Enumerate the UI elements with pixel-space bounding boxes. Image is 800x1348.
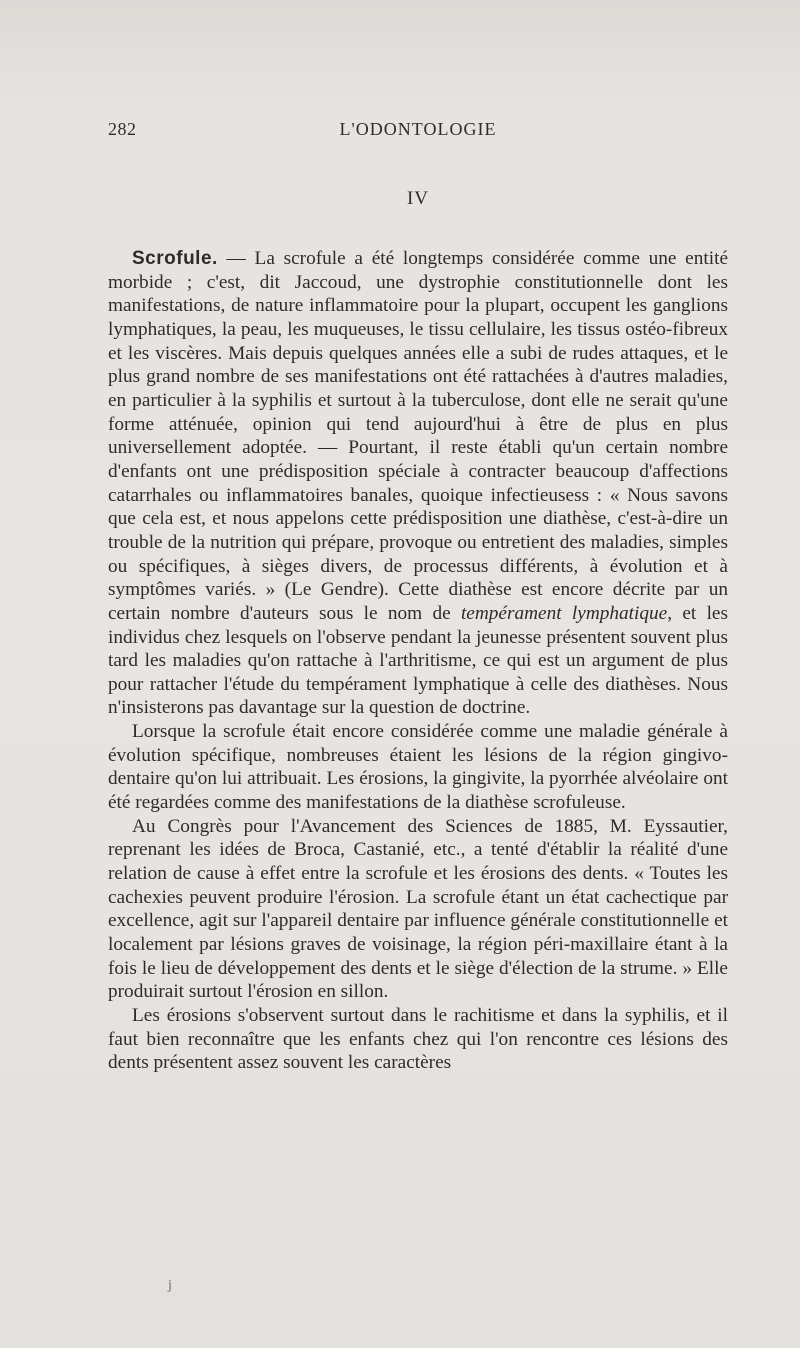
paragraph: Les érosions s'observent surtout dans le rachitisme et dans la syphilis, et il faut bien reconnaître que les enfants chez qui l'on rencontre ces lésions des dents présentent assez souvent les caractères (108, 1005, 728, 1074)
stray-mark: j (168, 1278, 172, 1293)
running-title: L'ODONTOLOGIE (339, 119, 497, 139)
section-heading: IV (406, 188, 430, 209)
paragraph-text: , et les individus chez lesquels on l'observe pendant la jeunesse présentent souvent plus tard les maladies qu'on rattache à l'arthritisme, ce qui est un argument de plus pour rattacher l'étude du tempérament lymphatique à celle des diathèses. Nous n'insisterons pas davantage sur la question de doctrine. (108, 602, 728, 719)
body-text (108, 247, 728, 1075)
page-number: 282 (108, 119, 137, 139)
page-header (108, 119, 728, 141)
paragraph: Au Congrès pour l'Avancement des Sciences de 1885, M. Eyssautier, reprenant les idées de Broca, Castanié, etc., a tenté d'établir la réalité d'une relation de cause à effet entre la scrofule et les érosions des dents. « Toutes les cachexies peuvent produire l'érosion. La scrofule étant un état cachectique par excellence, agit sur l'appareil dentaire par influence générale constitutionnelle et localement par lésions graves de voisinage, la région péri-maxillaire étant à la fois le lieu de développement des dents et le siège d'élection de la strume. » Elle produirait surtout l'érosion en sillon. (108, 815, 728, 1003)
paragraph-scrofule (108, 247, 728, 720)
runin-heading: Scrofule. (132, 248, 218, 269)
italic-term: tempérament lymphatique (460, 602, 668, 624)
paragraph-text: — La scrofule a été longtemps considérée comme une entité morbide ; c'est, dit Jaccoud, une dystrophie constitutionnelle dont les manifestations, de nature inflammatoire pour la plupart, occupent les ganglions lymphatiques, la peau, les muqueuses, le tissu cellulaire, les tissus ostéo-fibreux et les viscères. Mais depuis quelques années elle a subi de rudes attaques, et le plus grand nombre de ses manifestations ont été rattachées à d'autres maladies, en particulier à la syphilis et surtout à la tuberculose, dont elle ne serait qu'une forme atténuée, opinion qui tend aujourd'hui à être de plus en plus universellement adoptée. — Pourtant, il reste établi qu'un certain nombre d'enfants ont une prédisposition spéciale à contracter beaucoup d'affections catarrhales ou inflammatoires banales, quoique infectieusess : « Nous savons que cela est, et nous appelons cette prédisposition une diathèse, c'est-à-dire un trouble de la nutrition qui prépare, provoque ou entretient des maladies, simples ou spécifiques, à sièges divers, de processus différents, à évolution et à symptômes variés. » (Le Gendre). Cette diathèse est encore décrite par un certain nombre d'auteurs sous le nom de (108, 248, 728, 624)
paragraph: Lorsque la scrofule était encore considérée comme une maladie générale à évolution spécifique, nombreuses étaient les lésions de la région gingivo-dentaire qu'on lui attribuait. Les érosions, la gingivite, la pyorrhée alvéolaire ont été regardées comme des manifestations de la diathèse scrofuleuse. (108, 721, 728, 814)
